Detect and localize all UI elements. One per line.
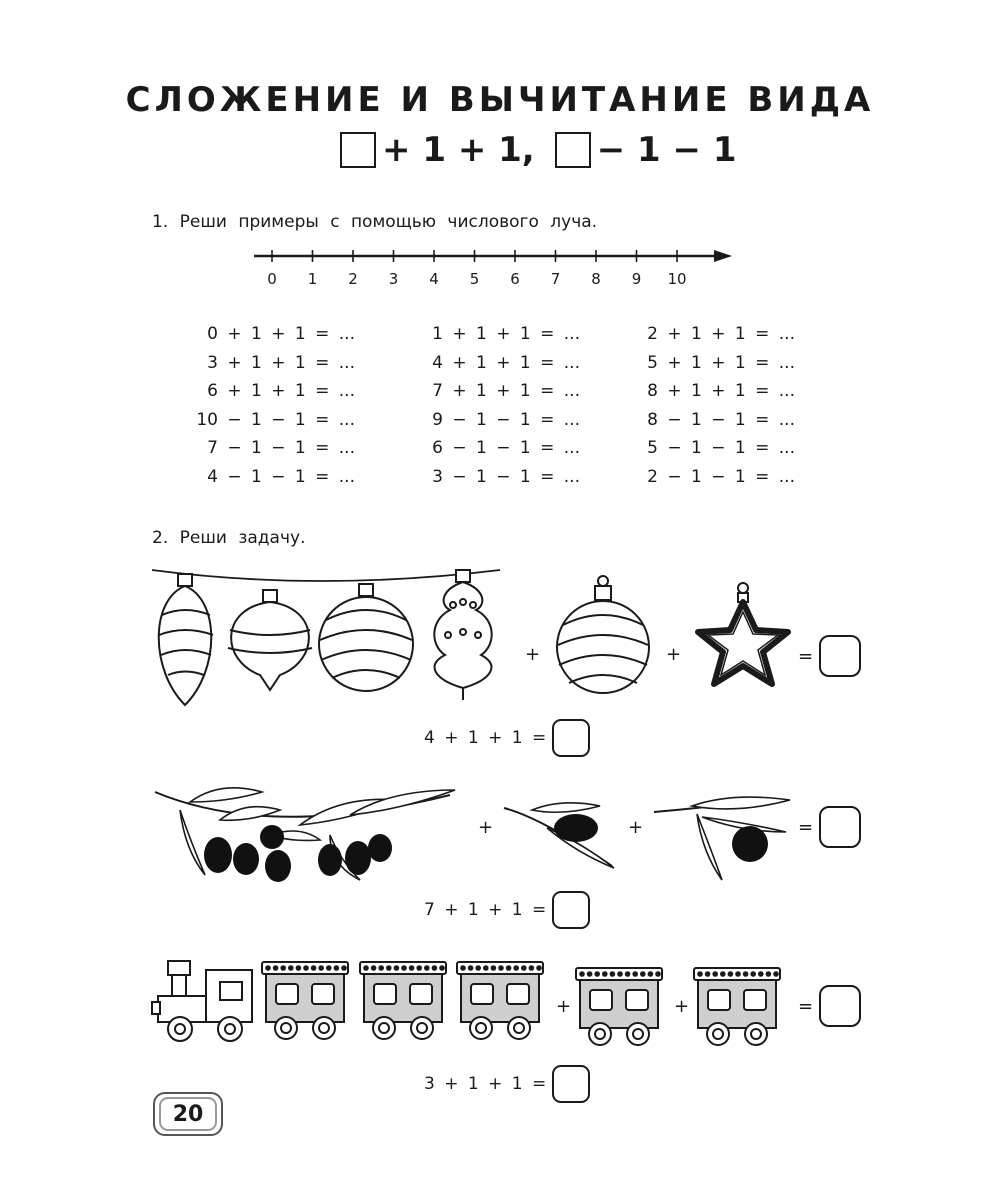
tick-label: 7 xyxy=(550,270,561,288)
plus-sign: + xyxy=(525,644,541,665)
answer-box[interactable] xyxy=(552,719,590,757)
example: 5 − 1 − 1 = ... xyxy=(647,438,795,458)
equals-sign: = xyxy=(798,645,814,667)
example: 10 − 1 − 1 = ... xyxy=(196,409,355,430)
plus-sign: + xyxy=(674,996,690,1017)
star-ornament-icon xyxy=(690,580,800,695)
equation-text: 4 + 1 + 1 = xyxy=(424,728,547,748)
answer-box[interactable] xyxy=(552,1065,590,1103)
example: 5 + 1 + 1 = ... xyxy=(647,352,795,373)
equals-sign: = xyxy=(798,995,814,1017)
example: 2 − 1 − 1 = ... xyxy=(647,466,795,487)
example: 9 − 1 − 1 = ... xyxy=(432,409,580,430)
task2-label: 2. Реши задачу. xyxy=(152,528,306,548)
answer-box[interactable] xyxy=(819,635,861,677)
example: 0 + 1 + 1 = ... xyxy=(207,324,355,344)
example: 4 − 1 − 1 = ... xyxy=(207,466,355,487)
example: 8 + 1 + 1 = ... xyxy=(647,381,795,401)
plus-sign: + xyxy=(666,644,682,665)
number-line xyxy=(250,244,740,268)
equals-sign: = xyxy=(798,816,814,838)
tick-label: 2 xyxy=(348,270,358,288)
plus-sign: + xyxy=(556,996,572,1017)
page-number-badge xyxy=(153,1092,223,1136)
train-car-icon xyxy=(690,962,785,1046)
example: 7 + 1 + 1 = ... xyxy=(432,381,580,401)
train-icon xyxy=(150,956,550,1046)
equation-row-2 xyxy=(424,891,590,929)
train-car xyxy=(576,968,662,1045)
equation-row-3 xyxy=(424,1065,590,1103)
train-car xyxy=(457,962,543,1039)
olive-branch-icon xyxy=(150,780,460,890)
example: 7 − 1 − 1 = ... xyxy=(207,438,355,458)
examples-column-2 xyxy=(380,324,580,495)
task1-label: 1. Реши примеры с помощью числового луча. xyxy=(152,212,598,232)
olive-branch-icon xyxy=(502,798,617,873)
plus-sign: + xyxy=(628,817,644,838)
blank-box-icon xyxy=(340,132,376,168)
tick-label: 6 xyxy=(510,270,520,288)
tick-label: 0 xyxy=(267,270,277,288)
train-car xyxy=(694,968,780,1045)
tick-label: 1 xyxy=(307,270,318,288)
olive-branch-icon xyxy=(652,792,792,884)
train-car xyxy=(360,962,446,1039)
answer-box[interactable] xyxy=(819,985,861,1027)
example: 6 + 1 + 1 = ... xyxy=(207,381,355,401)
example: 3 + 1 + 1 = ... xyxy=(207,352,355,373)
answer-group xyxy=(798,635,861,677)
page-subtitle xyxy=(340,130,737,170)
equation-text: 3 + 1 + 1 = xyxy=(424,1074,547,1094)
answer-group xyxy=(798,985,861,1027)
answer-box[interactable] xyxy=(819,806,861,848)
example: 3 − 1 − 1 = ... xyxy=(432,466,580,487)
tick-label: 8 xyxy=(591,270,601,288)
tick-label: 3 xyxy=(388,270,399,288)
tick-label: 10 xyxy=(667,270,687,288)
answer-group xyxy=(798,806,861,848)
answer-box[interactable] xyxy=(552,891,590,929)
equation-row-1 xyxy=(424,719,590,757)
blank-box-icon xyxy=(555,132,591,168)
christmas-ornament-icon xyxy=(150,560,510,710)
tick-label: 5 xyxy=(469,270,480,288)
examples-column-3 xyxy=(595,324,795,495)
subtitle-plus-part: + 1 + 1, xyxy=(382,130,535,170)
example: 2 + 1 + 1 = ... xyxy=(647,324,795,344)
train-car-icon xyxy=(572,962,667,1046)
examples-column-1 xyxy=(150,324,355,495)
tick-label: 4 xyxy=(429,270,439,288)
page-title: СЛОЖЕНИЕ И ВЫЧИТАНИЕ ВИДА xyxy=(125,80,875,120)
page-number: 20 xyxy=(159,1097,217,1131)
subtitle-minus-part: − 1 − 1 xyxy=(596,130,737,170)
example: 6 − 1 − 1 = ... xyxy=(432,438,580,458)
equation-text: 7 + 1 + 1 = xyxy=(424,900,547,920)
arrow-head-icon xyxy=(714,250,732,262)
example: 8 − 1 − 1 = ... xyxy=(647,409,795,430)
example: 4 + 1 + 1 = ... xyxy=(432,352,580,373)
train-car xyxy=(262,962,348,1039)
tick-label: 9 xyxy=(631,270,642,288)
example: 1 + 1 + 1 = ... xyxy=(432,324,580,344)
plus-sign: + xyxy=(478,817,494,838)
christmas-ornament-icon xyxy=(553,575,653,700)
